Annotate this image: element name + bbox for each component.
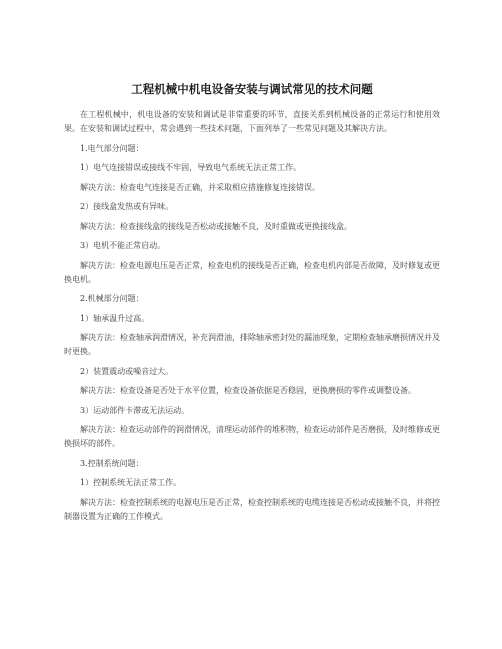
problem-item: 2）接线盒发热或有异味。 [80, 202, 174, 211]
section-heading-electrical: 1.电气部分问题： [80, 143, 144, 153]
solution-item: 解决方法：检查设备是否处于水平位置，检查设备依据是否稳固，更换磨损的零件或调整设备。 [80, 386, 416, 395]
solution-item: 解决方法：检查电气连接是否正确，并采取相应措施修复连接错误。 [80, 182, 320, 192]
section-heading-mechanical: 2.机械部分问题： [80, 294, 144, 303]
solution-item: 解决方法：检查控制系统的电源电压是否正常，检查控制系统的电缆连接是否松动或接触不良，并将控制器设置为正确的工作模式。 [64, 497, 440, 521]
solution-item: 解决方法：检查运动部件的润滑情况，清理运动部件的堆积物，检查运动部件是否磨损，及时维修或更换损坏的部件。 [64, 425, 440, 448]
problem-item: 1）电气连接错误或接线不牢固，导致电气系统无法正常工作。 [80, 163, 302, 172]
paragraph-intro: 在工程机械中，机电设备的安装和调试是非常重要的环节，直接关系到机械设备的正常运行和使用效果。在安装和调试过程中，常会遇到一些技术问题，下面列举了一些常见问题及其解决方法。 [64, 110, 440, 133]
problem-item: 2）装置震动或噪音过大。 [80, 366, 174, 376]
problem-item: 1）控制系统无法正常工作。 [80, 478, 182, 487]
document-title: 工程机械中机电设备安装与调试常见的技术问题 [131, 82, 373, 96]
problem-item: 1）轴承温升过高。 [80, 313, 150, 323]
solution-item: 解决方法：检查接线盒的接线是否松动或接触不良，及时重做或更换接线盒。 [80, 221, 352, 231]
problem-item: 3）运动部件卡滞或无法运动。 [80, 405, 190, 415]
solution-item: 解决方法：检查电源电压是否正常，检查电机的接线是否正确，检查电机内部是否故障，及时修复或更换电机。 [64, 260, 440, 284]
problem-item: 3）电机不能正常启动。 [80, 241, 166, 250]
document-body [64, 108, 440, 524]
solution-item: 解决方法：检查轴承润滑情况，补充润滑油，排除轴承密封处的漏油现象，定期检查轴承磨损情况并及时更换。 [64, 333, 440, 356]
section-heading-control: 3.控制系统问题： [80, 458, 144, 468]
